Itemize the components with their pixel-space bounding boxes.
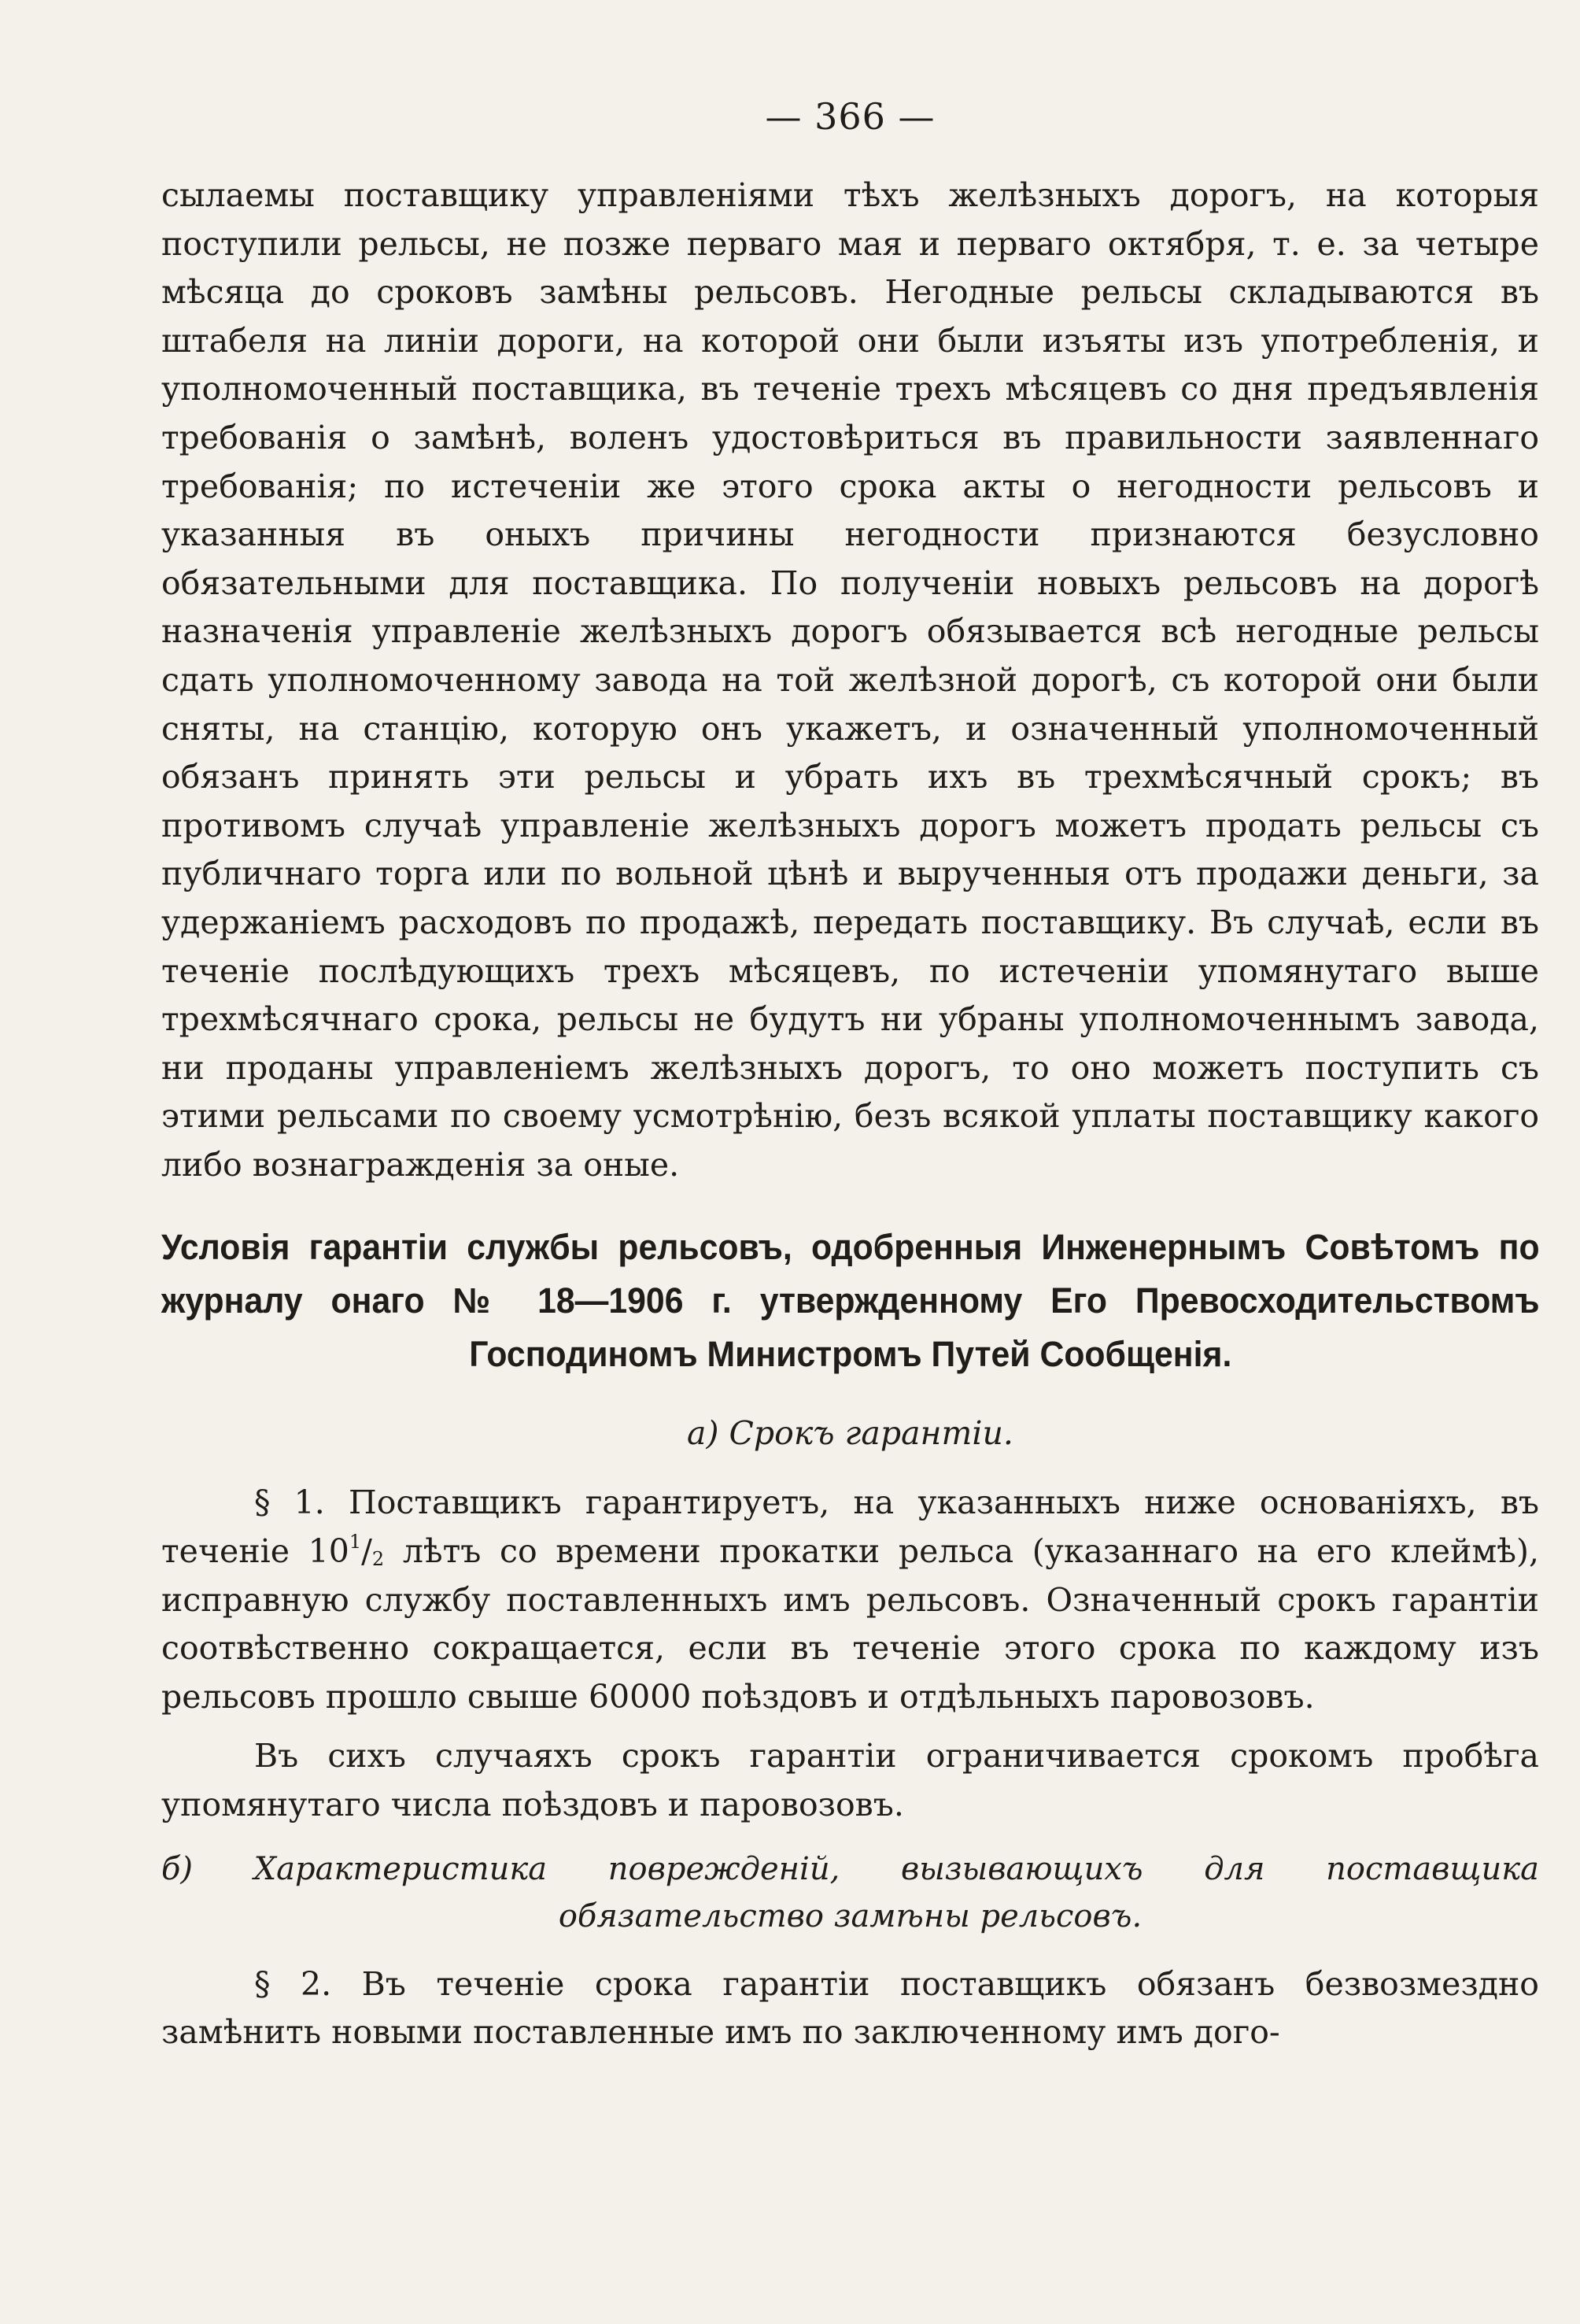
section-heading: Условія гарантіи службы рельсовъ, одобренныя Инженернымъ Совѣтомъ по журналу онаго № 18—1906 г. утвержденному Его Превосходительствомъ Господиномъ Министромъ Путей Сообщенія.	[161, 1227, 1540, 1375]
paragraph-section-1-end: лѣтъ со времени прокатки рельса (указаннаго на его клеймѣ), исправную службу поставленныхъ имъ рельсовъ. Означенный срокъ гарантіи соотвѣственно сокращается, если въ теченіе этого срока по каждому изъ рельсовъ прошло свыше 60000 поѣздовъ и отдѣльныхъ паровозовъ.	[161, 1532, 1539, 1716]
fraction-numerator: 1	[349, 1531, 362, 1554]
fraction-slash: /	[361, 1532, 372, 1571]
page-number: — 366 —	[765, 95, 936, 138]
paragraph-section-1-continued: Въ сихъ случаяхъ срокъ гарантіи ограничивается срокомъ пробѣга упомянутаго числа поѣздовъ и паровозовъ.	[161, 1737, 1539, 1824]
section-a-title: а) Срокъ гарантіи.	[687, 1414, 1013, 1453]
section-b-title: б) Характеристика поврежденій, вызывающихъ для поставщика обязательство замѣны рельсовъ.	[161, 1850, 1539, 1934]
paragraph-section-1	[161, 1479, 1539, 1721]
paragraph-section-2: § 2. Въ теченіе срока гарантіи поставщикъ обязанъ безвозмездно замѣнить новыми поставленные имъ по заключенному имъ дого-	[161, 1964, 1539, 2052]
fraction-denominator: 2	[371, 1548, 385, 1571]
paragraph-section-1-start: § 1. Поставщикъ гарантируетъ, на указанныхъ ниже основаніяхъ, въ теченіе 10	[161, 1483, 1539, 1571]
body-paragraph-1: сылаемы поставщику управленіями тѣхъ желѣзныхъ дорогъ, на которыя поступили рельсы, не позже перваго мая и перваго октября, т. е. за четыре мѣсяца до сроковъ замѣны рельсовъ. Негодные рельсы складываются въ штабеля на линіи дороги, на которой они были изъяты изъ употребленія, и уполномоченный поставщика, въ теченіе трехъ мѣсяцевъ со дня предъявленія требованія о замѣнѣ, воленъ удостовѣриться въ правильности заявленнаго требованія; по истеченіи же этого срока акты о негодности рельсовъ и указанныя въ оныхъ причины негодности признаются безусловно обязательными для поставщика. По полученіи новыхъ рельсовъ на дорогѣ назначенія управленіе желѣзныхъ дорогъ обязывается всѣ негодные рельсы сдать уполномоченному завода на той желѣзной дорогѣ, съ которой они были сняты, на станцію, которую онъ укажетъ, и означенный уполномоченный обязанъ принять эти рельсы и убрать ихъ въ трехмѣсячный срокъ; въ противомъ случаѣ управленіе желѣзныхъ дорогъ можетъ продать рельсы съ публичнаго торга или по вольной цѣнѣ и вырученныя отъ продажи деньги, за удержаніемъ расходовъ по продажѣ, передать поставщику. Въ случаѣ, если въ теченіе послѣдующихъ трехъ мѣсяцевъ, по истеченіи упомянутаго выше трехмѣсячнаго срока, рельсы не будутъ ни убраны уполномоченнымъ завода, ни проданы управленіемъ желѣзныхъ дорогъ, то оно можетъ поступить съ этими рельсами по своему усмотрѣнію, безъ всякой уплаты поставщику какого либо вознагражденія за оные.	[161, 176, 1539, 1184]
